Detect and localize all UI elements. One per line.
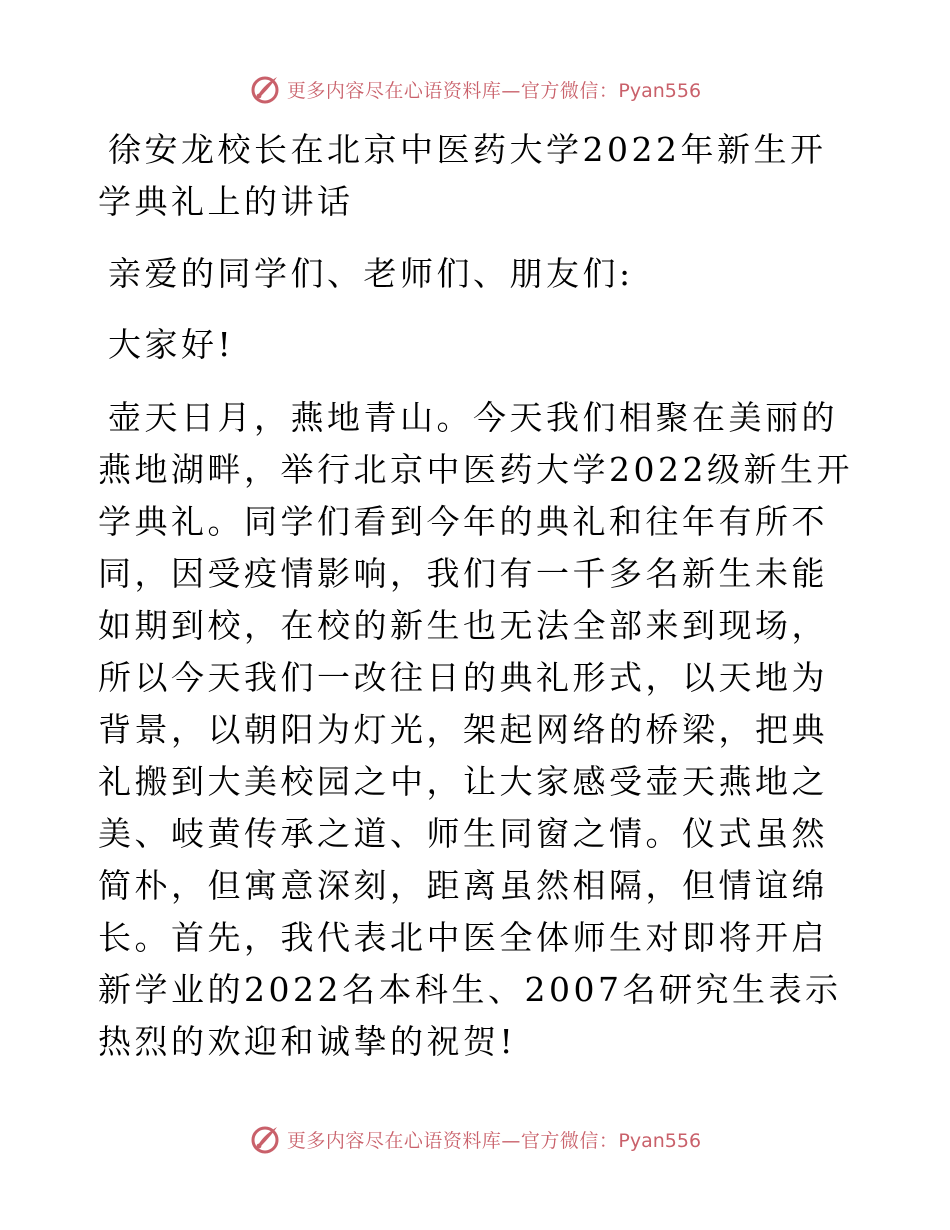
greeting: 大家好! [108, 325, 235, 364]
speech-paragraph: 壶天日月，燕地青山。今天我们相聚在美丽的燕地湖畔，举行北京中医药大学2022级新生开学典礼。同学们看到今年的典礼和往年有所不同，因受疫情影响，我们有一千多名新生未能如期到校，在校的新生也无法全部来到现场，所以今天我们一改往日的典礼形式，以天地为背景，以朝阳为灯光，架起网络的桥梁，把典礼搬到大美校园之中，让大家感受壶天燕地之美、岐黄传承之道、师生同窗之情。仪式虽然简朴，但寓意深刻，距离虽然相隔，但情谊绵长。首先，我代表北中医全体师生对即将开启新学业的2022名本科生、2007名研究生表示热烈的欢迎和诚挚的祝贺! [98, 398, 853, 1061]
watermark-text: 更多内容尽在心语资料库—官方微信：Pyan556 [286, 1129, 702, 1152]
watermark-text: 更多内容尽在心语资料库—官方微信：Pyan556 [286, 79, 702, 102]
salutation: 亲爱的同学们、老师们、朋友们: [108, 254, 634, 293]
brush-circle-logo-icon [249, 1123, 281, 1155]
watermark-wechat-id: Pyan556 [618, 79, 702, 102]
brush-circle-logo-icon [249, 73, 281, 105]
header-watermark [0, 72, 950, 106]
footer-watermark [0, 1122, 950, 1156]
document-title: 徐安龙校长在北京中医药大学2022年新生开学典礼上的讲话 [98, 130, 827, 221]
document-body [98, 124, 858, 1068]
watermark-wechat-id: Pyan556 [618, 1129, 702, 1152]
